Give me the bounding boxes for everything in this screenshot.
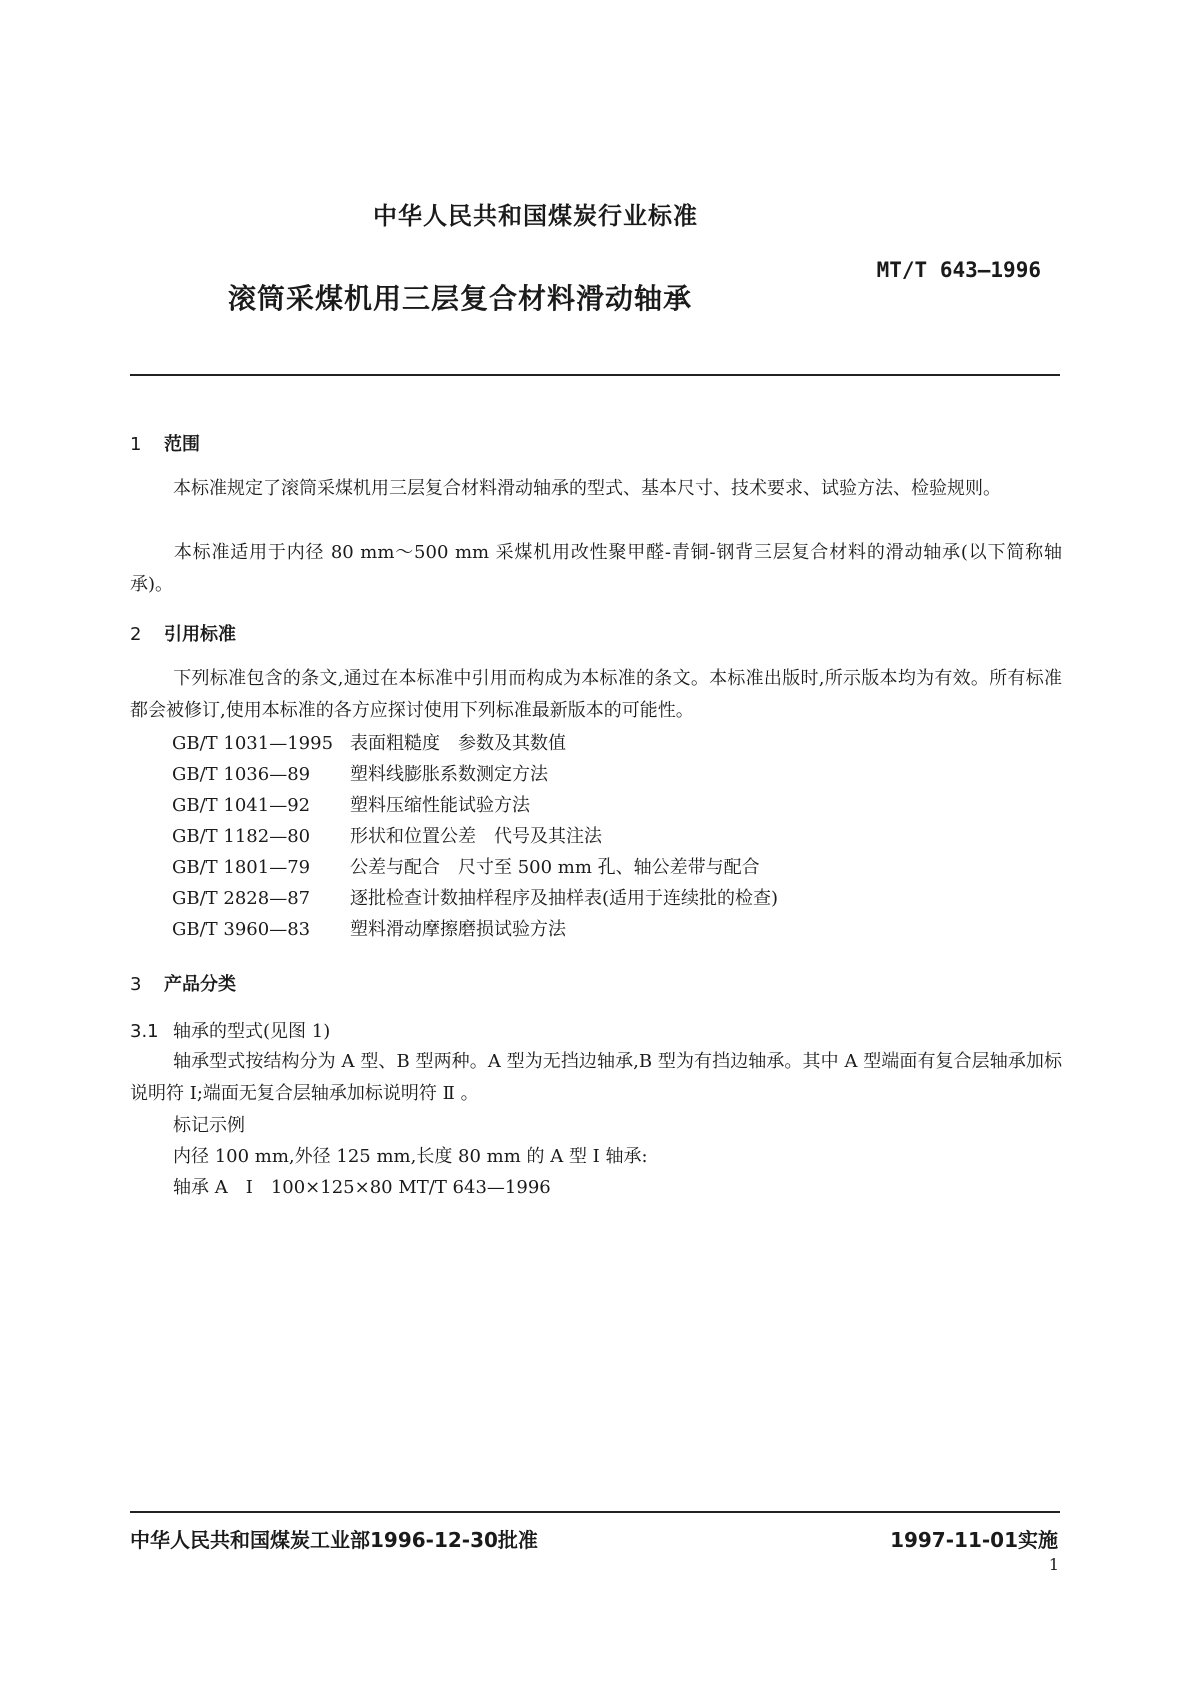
footer-divider (130, 1511, 1060, 1513)
reference-code: GB/T 3960—83 (172, 919, 311, 940)
section-title: 范围 (164, 434, 200, 455)
section-title: 引用标准 (164, 624, 236, 645)
mark-example-desc (130, 1141, 1062, 1173)
reference-row (172, 821, 602, 852)
reference-row (172, 790, 530, 821)
section-1-paragraph-1 (130, 473, 1062, 505)
reference-code: GB/T 1041—92 (172, 795, 311, 816)
paragraph-text: 轴承型式按结构分为 A 型、B 型两种。A 型为无挡边轴承,B 型为有挡边轴承。其中 A 型端面有复合层轴承加标说明符 I;端面无复合层轴承加标说明符 Ⅱ 。 (130, 1051, 1062, 1104)
reference-title: 塑料滑动摩擦磨损试验方法 (350, 919, 566, 940)
reference-title: 形状和位置公差 代号及其注法 (350, 826, 602, 847)
paragraph-text: 下列标准包含的条文,通过在本标准中引用而构成为本标准的条文。本标准出版时,所示版本均为有效。所有标准都会被修订,使用本标准的各方应探讨使用下列标准最新版本的可能性。 (130, 668, 1062, 721)
paragraph-text: 本标准规定了滚筒采煤机用三层复合材料滑动轴承的型式、基本尺寸、技术要求、试验方法、检验规则。 (173, 478, 1001, 499)
reference-code: GB/T 1801—79 (172, 857, 311, 878)
paragraph-text: 本标准适用于内径 80 mm～500 mm 采煤机用改性聚甲醛-青铜-钢背三层复合材料的滑动轴承(以下简称轴承)。 (130, 542, 1062, 595)
subsection-number: 3.1 (130, 1021, 159, 1042)
section-1-heading (130, 430, 200, 456)
org-title: 中华人民共和国煤炭行业标准 (373, 202, 698, 230)
section-3-heading (130, 970, 236, 996)
paragraph-text: 轴承 A I 100×125×80 MT/T 643—1996 (173, 1177, 551, 1198)
mark-example-value (130, 1172, 1062, 1204)
reference-code: GB/T 1036—89 (172, 764, 311, 785)
header-divider (130, 374, 1060, 376)
section-title: 产品分类 (164, 974, 236, 995)
section-2-heading (130, 620, 236, 646)
approval-note: 中华人民共和国煤炭工业部1996-12-30批准 (130, 1528, 538, 1552)
paragraph-text: 内径 100 mm,外径 125 mm,长度 80 mm 的 A 型 I 轴承: (173, 1146, 648, 1167)
page-number: 1 (1048, 1555, 1059, 1574)
section-number: 3 (130, 974, 142, 995)
reference-title: 塑料压缩性能试验方法 (350, 795, 530, 816)
reference-code: GB/T 1031—1995 (172, 733, 334, 754)
reference-code: GB/T 2828—87 (172, 888, 311, 909)
reference-title: 表面粗糙度 参数及其数值 (350, 733, 566, 754)
subsection-title: 轴承的型式(见图 1) (173, 1021, 331, 1042)
paragraph-text: 标记示例 (173, 1115, 245, 1136)
reference-code: GB/T 1182—80 (172, 826, 311, 847)
section-2-paragraph-1 (130, 663, 1062, 727)
effective-date: 1997-11-01实施 (890, 1528, 1058, 1552)
reference-row (172, 914, 566, 945)
doc-code: MT/T 643—1996 (876, 258, 1041, 282)
reference-row (172, 883, 778, 914)
reference-row (172, 759, 548, 790)
reference-row (172, 728, 566, 759)
reference-title: 塑料线膨胀系数测定方法 (350, 764, 548, 785)
doc-title: 滚筒采煤机用三层复合材料滑动轴承 (228, 282, 693, 315)
subsection-3-1-heading (130, 1017, 330, 1043)
section-3-paragraph-1 (130, 1046, 1062, 1110)
section-number: 1 (130, 434, 142, 455)
section-1-paragraph-2 (130, 537, 1062, 601)
reference-title: 公差与配合 尺寸至 500 mm 孔、轴公差带与配合 (350, 857, 760, 878)
mark-example-label (130, 1110, 1062, 1142)
section-number: 2 (130, 624, 142, 645)
reference-title: 逐批检查计数抽样程序及抽样表(适用于连续批的检查) (350, 888, 779, 909)
reference-row (172, 852, 760, 883)
